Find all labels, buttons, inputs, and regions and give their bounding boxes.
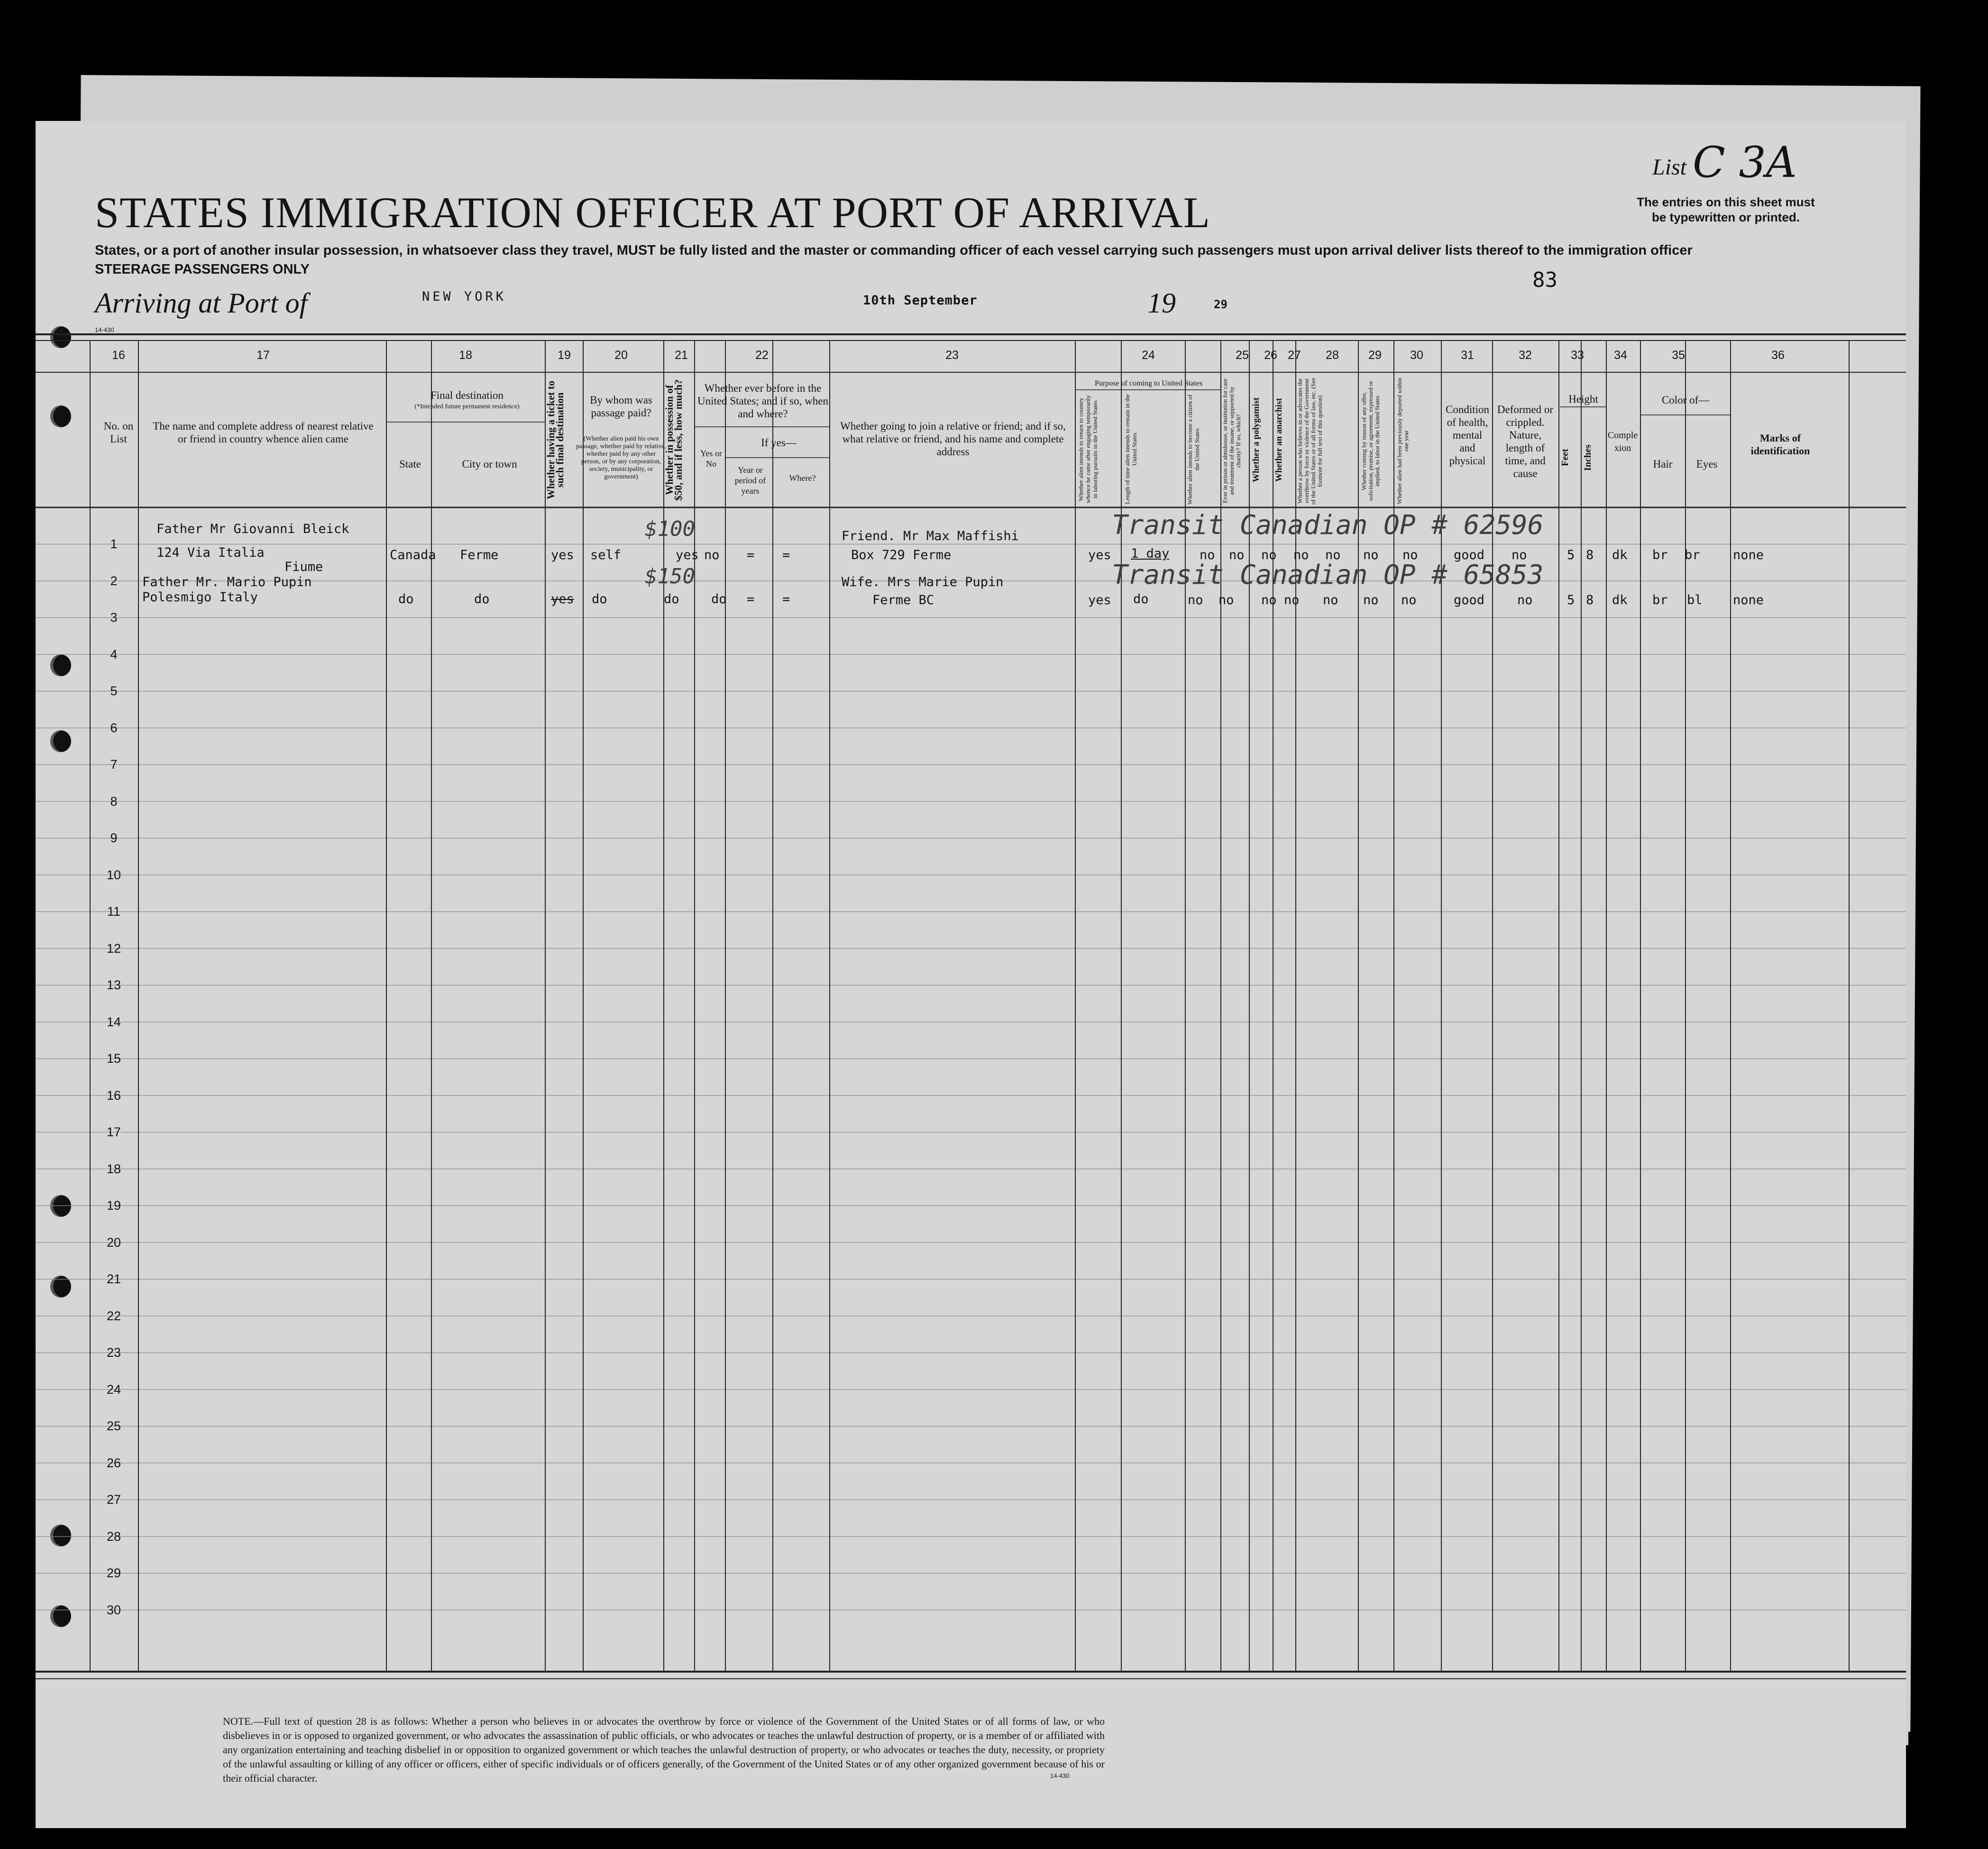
row-number: 13 [106, 978, 121, 992]
form-intro: States, or a port of another insular possession, in whatsoever class they travel, MUST be fully listed and the master or commanding officer of each vessel carrying such passengers must upon arrival deliver lists thereof to the immigration officer [95, 243, 1693, 258]
height-feet: 5 [1567, 548, 1575, 562]
column-number: 24 [1142, 349, 1155, 362]
labor-contract: no [1363, 548, 1379, 562]
deformed: no [1512, 548, 1527, 562]
health: good [1454, 593, 1485, 607]
form-title: STATES IMMIGRATION OFFICER AT PORT OF ARRIVAL [95, 188, 1210, 237]
before-years: = [747, 592, 755, 607]
typewriting-instruction: The entries on this sheet must be typewritten or printed. [1637, 195, 1815, 224]
row-number: 2 [110, 573, 118, 588]
header-passage-note: (Whether alien paid his own passage, whether paid by relative, whether paid by any other person, or by any corporation, society, municipality, or government) [576, 435, 666, 480]
joining-address: Ferme BC [872, 593, 934, 607]
height-feet: 5 [1567, 593, 1575, 607]
money-annotation: $150 [645, 564, 695, 589]
header-deformed: Deformed or crippled. Nature, length of time, and cause [1497, 404, 1554, 479]
header-no-on-list: No. on List [103, 420, 134, 445]
relative-address: Polesmigo Italy [142, 590, 258, 605]
row-number: 14 [106, 1014, 121, 1029]
complexion: dk [1612, 593, 1628, 607]
row-number: 24 [106, 1382, 121, 1397]
binder-hole [50, 654, 71, 676]
column-number: 19 [558, 349, 571, 362]
row-number: 15 [106, 1051, 121, 1066]
return-intent: yes [1088, 593, 1111, 607]
height-inches: 8 [1586, 548, 1594, 562]
row-number: 17 [106, 1125, 121, 1139]
identification-marks: none [1733, 548, 1764, 562]
has-fifty-dollars: do [664, 592, 679, 607]
prison: no [1218, 593, 1234, 607]
header-polygamist: Whether a polygamist [1251, 397, 1261, 483]
column-number: 23 [945, 349, 959, 362]
row-number: 25 [106, 1419, 121, 1433]
has-fifty-dollars: yes [676, 548, 699, 562]
column-number: 25 [1236, 349, 1249, 362]
relative-address: 124 Via Italia [156, 545, 265, 560]
header-overthrow: Whether a person who believes in or advocates the overthrow by force or violence of the Government of the United States or of all forms of law, etc. (See footnote for full text of this question) [1296, 377, 1323, 505]
passenger-class: STEERAGE PASSENGERS ONLY [95, 262, 310, 277]
final-city: Ferme [460, 548, 499, 562]
header-anarchist: Whether an anarchist [1274, 398, 1284, 482]
health: good [1454, 548, 1485, 562]
before-in-us: no [704, 548, 720, 562]
header-deported: Whether alien had been previously deported within one year [1396, 377, 1410, 505]
advocate-overthrow: no [1325, 548, 1341, 562]
column-number: 31 [1461, 349, 1474, 362]
column-number: 36 [1771, 349, 1785, 362]
advocate-overthrow: no [1323, 593, 1338, 607]
header-height: Height [1568, 393, 1598, 405]
header-if-yes: If yes— [761, 437, 797, 449]
previously-deported: no [1401, 593, 1417, 607]
header-complexion: Complexion [1607, 430, 1638, 453]
before-where: = [782, 548, 790, 562]
header-joining-relative: Whether going to join a relative or friend; and if so, what relative or friend, and his name and complete address [840, 420, 1066, 458]
identification-marks: none [1733, 593, 1764, 607]
passage-paid-by: self [590, 548, 622, 562]
header-state: State [399, 458, 421, 470]
hair-color: br [1652, 593, 1668, 607]
row-number: 7 [110, 757, 118, 772]
header-purpose: Purpose of coming to United States [1094, 379, 1203, 387]
binder-hole [50, 1605, 71, 1627]
header-prison: Ever in prison or almshouse, or institution for care and treatment of the insane, or supported by charity? If so, which? [1221, 378, 1242, 504]
row-number: 21 [106, 1272, 121, 1286]
final-state: Canada [390, 548, 436, 562]
row-number: 18 [106, 1161, 121, 1176]
row-number: 22 [106, 1308, 121, 1323]
row-number: 8 [110, 794, 118, 809]
header-yes-or-no: Yes or No [700, 449, 722, 469]
header-city: City or town [462, 458, 517, 470]
column-number: 35 [1672, 349, 1685, 362]
page-number: 83 [1532, 268, 1557, 292]
binder-hole [50, 1276, 71, 1297]
row-number: 16 [106, 1088, 121, 1103]
length-of-stay: do [1133, 592, 1149, 607]
row-number: 27 [106, 1492, 121, 1507]
return-intent: yes [1088, 548, 1111, 562]
list-number: C 3A [1693, 138, 1797, 187]
column-number: 26 [1264, 349, 1277, 362]
prison: no [1229, 548, 1245, 562]
column-number: 32 [1519, 349, 1532, 362]
column-number: 20 [614, 349, 628, 362]
column-number: 17 [257, 349, 270, 362]
arrival-date: 10th September [863, 293, 978, 308]
header-marks: Marks of identification [1750, 432, 1810, 457]
joining-name: Friend. Mr Max Maffishi [842, 529, 1019, 543]
header-nearest-relative: The name and complete address of nearest relative or friend in country whence alien came [153, 420, 374, 445]
arrival-port: NEW YORK [422, 289, 507, 304]
row-number: 4 [110, 647, 118, 662]
header-return-intent: Whether alien intends to return to country whence he came after engaging temporarily in laboring pursuits in the United States [1077, 395, 1099, 504]
transit-annotation: Transit Canadian OP # 65853 [1112, 560, 1544, 590]
footer-form-code: 14-430 [1050, 1772, 1070, 1779]
ticket: yes [551, 548, 574, 562]
ticket: yes [551, 592, 574, 607]
before-years: = [747, 548, 755, 562]
column-number: 27 [1288, 349, 1301, 362]
binder-hole [50, 1525, 71, 1546]
arriving-label: Arriving at Port of [95, 287, 308, 319]
relative-name: Father Mr. Mario Pupin [142, 575, 312, 589]
header-ticket: Whether having a ticket to such final destination [545, 380, 566, 499]
column-number: 34 [1614, 349, 1627, 362]
deformed: no [1517, 593, 1533, 607]
header-citizen-intent: Whether alien intends to become a citizen of the United States [1186, 394, 1200, 505]
relative-name: Father Mr Giovanni Bleick [156, 522, 349, 536]
year-prefix: 19 [1147, 287, 1176, 319]
row-number: 5 [110, 684, 118, 698]
row-number: 20 [106, 1235, 121, 1250]
header-fifty-dollars: Whether in possession of $50, and if less, how much? [663, 379, 684, 501]
header-feet: Feet [1560, 449, 1570, 467]
citizen-intent: no [1188, 593, 1203, 607]
final-state: do [398, 592, 414, 607]
row-number: 6 [110, 720, 118, 735]
relative-city: Fiume [284, 560, 323, 574]
row-number: 3 [110, 610, 118, 625]
row-number: 9 [110, 831, 118, 845]
joining-address: Box 729 Ferme [851, 548, 952, 562]
header-hair: Hair [1653, 458, 1673, 470]
complexion: dk [1612, 548, 1628, 562]
transit-annotation: Transit Canadian OP # 62596 [1112, 510, 1544, 541]
passage-paid-by: do [592, 592, 607, 607]
eye-color: br [1685, 548, 1700, 562]
form-code: 14-430 [95, 326, 114, 333]
manifest-sheet [36, 121, 1906, 1828]
money-annotation: $100 [645, 517, 695, 541]
labor-contract: no [1363, 593, 1379, 607]
joining-name: Wife. Mrs Marie Pupin [842, 575, 1004, 589]
height-inches: 8 [1586, 593, 1594, 607]
eye-color: bl [1687, 593, 1703, 607]
row-number: 29 [106, 1566, 121, 1580]
header-destination-note: (*Intended future permanent residence) [414, 403, 520, 410]
footnote-question-28: NOTE.—Full text of question 28 is as follows: Whether a person who believes in or advocates the overthrow by force or violence of the Government of the United States or of all forms of law, or who disbelieves in or is opposed to organized government, or who advocates the assassination of public officials, or who advocates or teaches the unlawful destruction of property, or is a member of or affiliated with any organization entertaining and teaching disbelief in or opposition to organized government or which teaches the unlawful destruction of property, or who advocates or teaches the duty, necessity, or propriety of the unlawful assaulting or killing of any officer or officers, either of specific individuals or of officers generally, of the Government of the United States or of any other organized government because of his or their official character. [223, 1715, 1105, 1784]
row-number: 11 [107, 904, 121, 919]
header-final-destination: Final destination [431, 389, 504, 401]
row-number: 10 [106, 867, 121, 882]
header-health: Condition of health, mental and physical [1445, 404, 1489, 467]
row-number: 12 [106, 941, 121, 956]
column-number: 30 [1410, 349, 1423, 362]
year-suffix: 29 [1214, 298, 1228, 311]
polygamist: no [1261, 593, 1277, 607]
anarchist: no [1284, 593, 1300, 607]
final-city: do [474, 592, 490, 607]
row-number: 28 [106, 1529, 121, 1544]
polygamist: no [1261, 548, 1277, 562]
column-number: 21 [675, 349, 688, 362]
anarchist: no [1293, 548, 1309, 562]
length-of-stay: 1 day [1131, 546, 1170, 561]
before-where: = [782, 592, 790, 607]
column-number: 18 [459, 349, 472, 362]
column-number: 33 [1571, 349, 1584, 362]
before-in-us: do [711, 592, 727, 607]
column-number: 28 [1326, 349, 1339, 362]
list-label: List [1652, 155, 1687, 180]
row-number: 30 [106, 1602, 121, 1617]
header-passage-paid: By whom was passage paid? [590, 394, 652, 419]
binder-hole [50, 730, 71, 752]
header-eyes: Eyes [1696, 458, 1718, 470]
header-color-of: Color of— [1661, 394, 1710, 406]
header-before-in-us: Whether ever before in the United States; and if so, when and where? [697, 382, 828, 420]
row-number: 19 [106, 1198, 121, 1213]
header-where: Where? [789, 473, 816, 483]
column-number: 16 [112, 349, 125, 362]
row-number: 23 [106, 1345, 121, 1360]
column-number: 22 [755, 349, 769, 362]
previously-deported: no [1402, 548, 1418, 562]
binder-hole [50, 405, 71, 427]
binder-hole [50, 326, 71, 348]
hair-color: br [1652, 548, 1668, 562]
header-year-period: Year or period of years [734, 465, 766, 496]
binder-hole [50, 1195, 71, 1217]
citizen-intent: no [1200, 548, 1215, 562]
row-number: 26 [106, 1455, 121, 1470]
header-labor-contract: Whether coming by reason of any offer, solicitation, promise, or agreement, expressed or implied, to labor in the United States [1360, 381, 1381, 501]
header-length-of-stay: Length of time alien intends to remain in the United States [1124, 394, 1138, 505]
header-inches: Inches [1583, 444, 1593, 471]
column-number: 29 [1368, 349, 1382, 362]
row-number: 1 [110, 537, 118, 551]
